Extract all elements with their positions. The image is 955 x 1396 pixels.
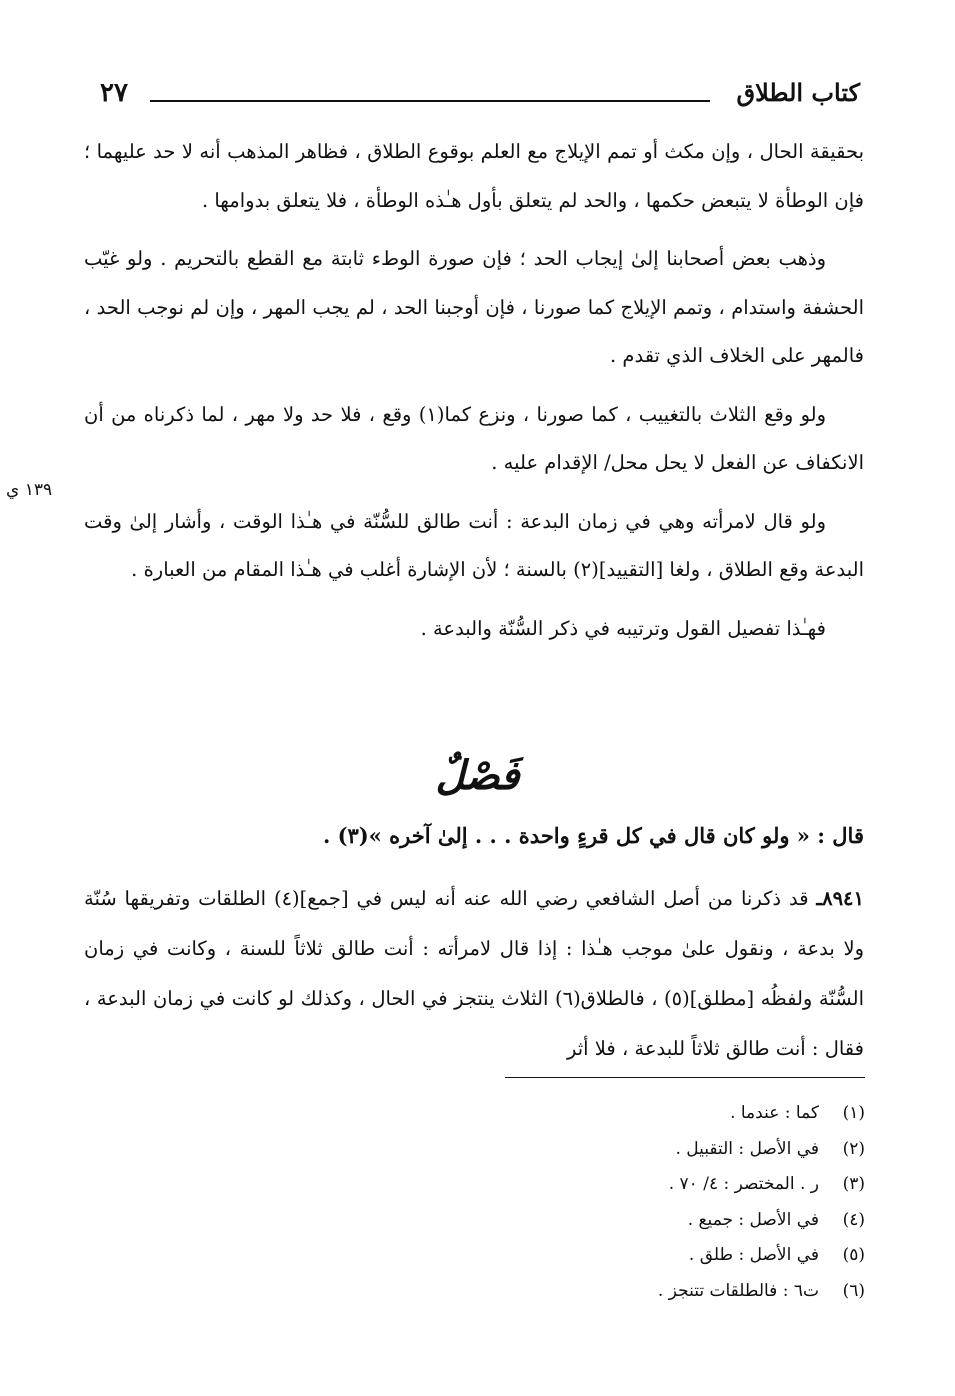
footnote-mark: (٦) [842, 1280, 865, 1301]
manuscript-folio-note: ١٣٩ ي [6, 480, 53, 500]
paragraph-text: قد ذكرنا من أصل الشافعي رضي الله عنه أنه ليس في [جمع](٤) الطلقات وتفريقها سُنّة ولا بدعة ، ونقول علىٰ موجب هـٰذا : إذا قال لامرأته : أنت طالق ثلاثاً للسنة ، وكانت في زمان السُّنّة ولفظُه [مطلق](٥) ، فالطلاق(٦) الثلاث ينتجز في الحال ، وكذلك لو كانت في زمان البدعة ، فقال : أنت طالق ثلاثاً للبدعة ، فلا أثر [84, 887, 864, 1060]
numbered-paragraph [84, 874, 864, 1074]
main-text [84, 128, 864, 663]
footnote-text: في الأصل : جميع . [687, 1209, 819, 1230]
footnote-text: ر . المختصر : ٤/ ٧٠ . [668, 1174, 819, 1194]
footnote [465, 1274, 865, 1310]
paragraph: فهـٰذا تفصيل القول وترتيبه في ذكر السُّنّة والبدعة . [420, 616, 826, 640]
header-rule [150, 100, 710, 102]
footnotes [465, 1096, 865, 1309]
section-heading: فَصْلٌ [435, 752, 520, 799]
footnote [465, 1238, 865, 1274]
footnote-text: في الأصل : طلق . [688, 1245, 819, 1265]
footnote-mark: (١) [842, 1103, 865, 1123]
footnote [465, 1167, 865, 1203]
footnote-text: ت٦ : فالطلقات تتنجز . [657, 1280, 819, 1301]
footnote-separator [505, 1077, 865, 1078]
footnote [465, 1203, 865, 1239]
paragraph: بحقيقة الحال ، وإن مكث أو تمم الإيلاج مع العلم بوقوع الطلاق ، فظاهر المذهب أنه لا حد عليهما ؛ فإن الوطأة لا يتبعض حكمها ، والحد لم يتعلق بأول هـٰذه الوطأة ، فلا يتعلق بدوامها . [84, 140, 864, 212]
page-number: ٢٧ [100, 78, 128, 108]
paragraph: وذهب بعض أصحابنا إلىٰ إيجاب الحد ؛ فإن صورة الوطء ثابتة مع القطع بالتحريم . ولو غيّب الحشفة واستدام ، وتمم الإيلاج كما صورنا ، فإن أوجبنا الحد ، لم يجب المهر ، وإن لم نوجب الحد ، فالمهر على الخلاف الذي تقدم . [84, 247, 864, 367]
footnote-text: كما : عندما . [730, 1103, 819, 1123]
footnote [465, 1096, 865, 1132]
book-title: كتاب الطلاق [736, 78, 860, 107]
footnote-mark: (٢) [842, 1138, 865, 1159]
footnote-mark: (٥) [842, 1245, 865, 1265]
paragraph: ولو وقع الثلاث بالتغييب ، كما صورنا ، ونزع كما(١) وقع ، فلا حد ولا مهر ، لما ذكرناه من أن الانكفاف عن الفعل لا يحل محل/ الإقدام عليه . [84, 402, 864, 474]
running-header [100, 78, 860, 122]
paragraph: ولو قال لامرأته وهي في زمان البدعة : أنت طالق للسُّنّة في هـٰذا الوقت ، وأشار إلىٰ وقت البدعة وقع الطلاق ، ولغا [التقييد](٢) بالسنة ؛ لأن الإشارة أغلب في هـٰذا المقام من العبارة . [84, 509, 864, 581]
paragraph-number: ٨٩٤١ـ [816, 887, 865, 910]
footnote-mark: (٤) [842, 1209, 865, 1230]
footnote-mark: (٣) [842, 1174, 865, 1194]
quoted-text-line: قال : « ولو كان قال في كل قرءٍ واحدة . . . إلىٰ آخره »(٣) . [322, 823, 864, 848]
footnote-text: في الأصل : التقبيل . [675, 1138, 819, 1159]
footnote [465, 1132, 865, 1168]
